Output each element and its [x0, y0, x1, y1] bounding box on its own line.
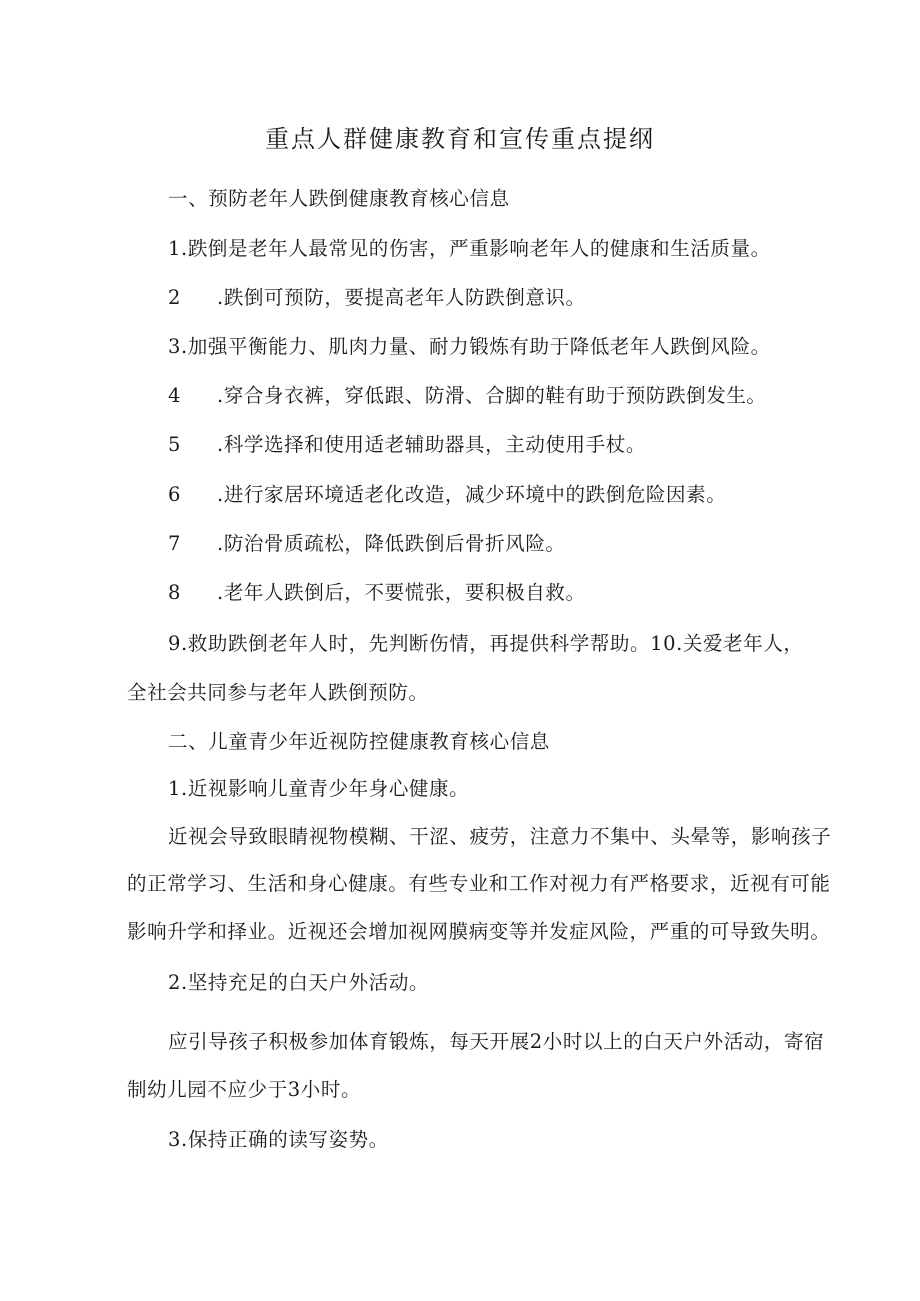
list-item-text: .科学选择和使用适老辅助器具，主动使用手杖。 — [217, 433, 646, 456]
list-item-number: 8 — [168, 581, 182, 604]
list-item-text: .加强平衡能力、肌肉力量、耐力锻炼有助于降低老年人跌倒风险。 — [181, 335, 771, 358]
paragraph-line: 的正常学习、生活和身心健康。有些专业和工作对视力有严格要求，近视有可能 — [127, 872, 831, 895]
list-item-text: .老年人跌倒后，不要慌张，要积极自救。 — [217, 581, 586, 604]
subsection-title — [168, 971, 429, 995]
paragraph-line: 制幼儿园不应少于3小时。 — [127, 1078, 362, 1101]
list-item — [168, 286, 586, 310]
list-item — [168, 237, 771, 261]
list-item-text: .救助跌倒老年人时，先判断伤情，再提供科学帮助。10.关爱老年人， — [181, 632, 804, 655]
subsection-title-text: .保持正确的读写姿势。 — [181, 1128, 389, 1151]
list-item — [168, 581, 586, 605]
list-item — [168, 483, 726, 507]
subsection-title-text: .近视影响儿童青少年身心健康。 — [181, 777, 470, 800]
list-item-text: .防治骨质疏松，降低跌倒后骨折风险。 — [217, 532, 566, 555]
list-item-number: 9 — [168, 632, 182, 655]
list-item — [168, 384, 767, 408]
list-item — [168, 433, 646, 457]
subsection-title — [168, 1128, 389, 1152]
list-item-number: 6 — [168, 483, 182, 506]
paragraph-line: 近视会导致眼睛视物模糊、干涩、疲劳，注意力不集中、头晕等，影响孩子 — [168, 825, 832, 848]
list-item-text: .跌倒可预防，要提高老年人防跌倒意识。 — [217, 286, 586, 309]
paragraph-line: 应引导孩子积极参加体育锻炼，每天开展2小时以上的白天户外活动，寄宿 — [168, 1030, 825, 1053]
list-item-text: .跌倒是老年人最常见的伤害，严重影响老年人的健康和生活质量。 — [181, 237, 771, 260]
list-item-number: 4 — [168, 384, 182, 407]
paragraph-line: 影响升学和择业。近视还会增加视网膜病变等并发症风险，严重的可导致失明。 — [127, 920, 831, 943]
list-item-number: 2 — [168, 286, 182, 309]
list-item-text: .进行家居环境适老化改造，减少环境中的跌倒危险因素。 — [217, 483, 727, 506]
section-heading-myopia: 二、儿童青少年近视防控健康教育核心信息 — [168, 730, 550, 753]
subsection-title — [168, 777, 469, 801]
subsection-number: 3 — [168, 1128, 182, 1151]
list-item-number: 3 — [168, 335, 182, 358]
section-heading-fall-prevention: 一、预防老年人跌倒健康教育核心信息 — [168, 187, 510, 210]
list-item-continuation: 全社会共同参与老年人跌倒预防。 — [127, 681, 429, 704]
subsection-number: 1 — [168, 777, 182, 800]
subsection-title-text: .坚持充足的白天户外活动。 — [181, 971, 430, 994]
list-item-number: 7 — [168, 532, 182, 555]
list-item-number: 5 — [168, 433, 182, 456]
list-item-number: 1 — [168, 237, 182, 260]
list-item — [168, 632, 804, 656]
list-item — [168, 532, 566, 556]
document-title: 重点人群健康教育和宣传重点提纲 — [265, 125, 655, 153]
list-item-text: .穿合身衣裤，穿低跟、防滑、合脚的鞋有助于预防跌倒发生。 — [217, 384, 767, 407]
subsection-number: 2 — [168, 971, 182, 994]
list-item — [168, 335, 771, 359]
